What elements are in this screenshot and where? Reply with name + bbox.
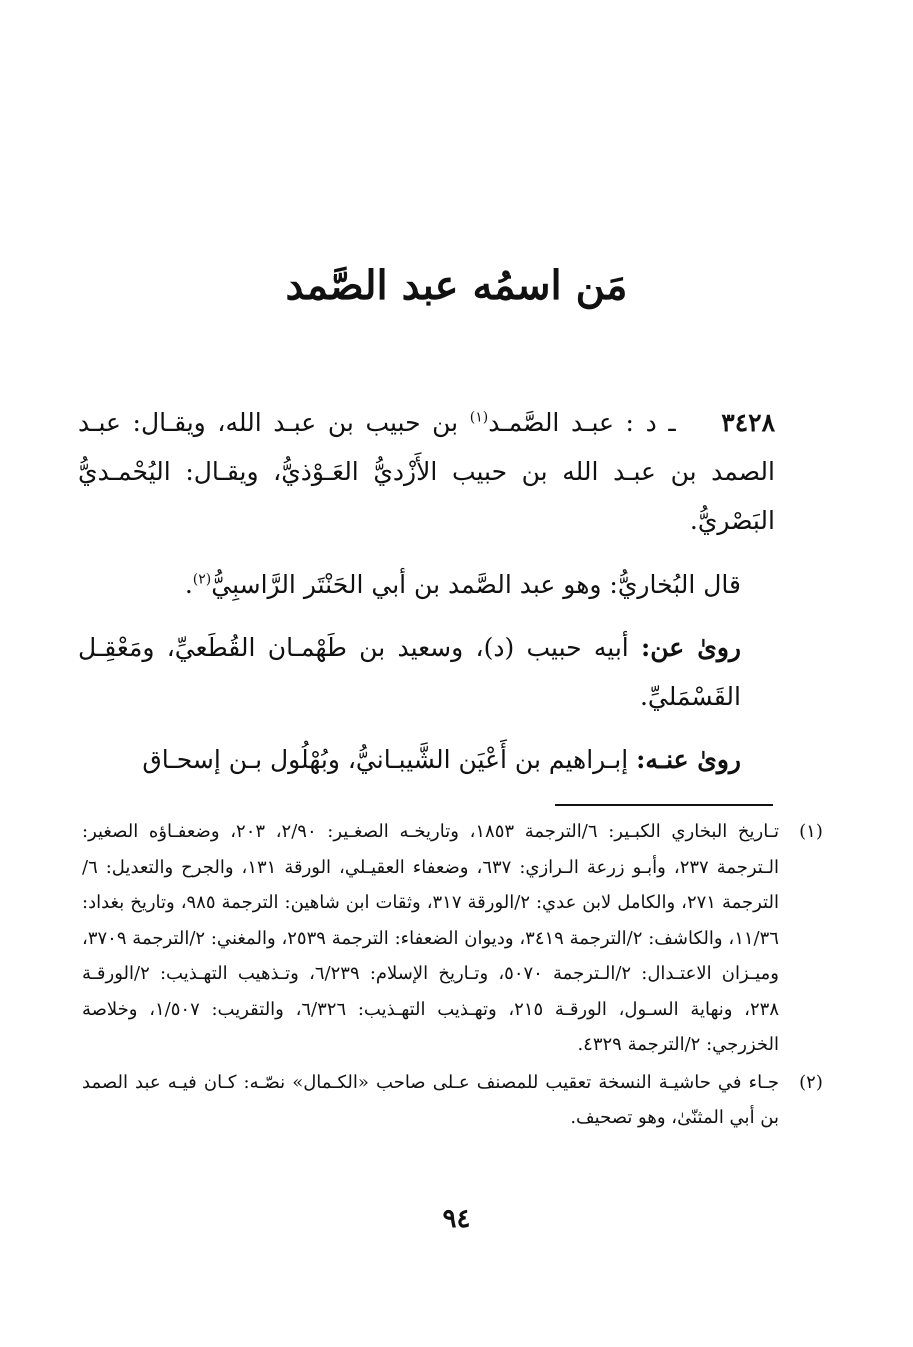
footnote-ref-1[interactable]: (١) [469, 409, 489, 426]
page-number: ٩٤ [442, 1204, 471, 1234]
entry-name-rest: بن حبيب بن عبـد الله، ويقـال: [132, 408, 459, 437]
footnote-2 [82, 1065, 823, 1136]
entry-alt-names: عبـد الصمد بن عبـد الله بن حبيب الأَزْديُّ العَـوْذيُّ، ويقـال: اليُحْمـديُّ البَصْريُّ. [78, 408, 775, 535]
footnote-1-mark: (١) [799, 821, 823, 842]
footnote-1-text: تـاريخ البخاري الكبـير: ٦/الترجمة ١٨٥٣، وتاريخـه الصغـير: ٢/٩٠، ٢٠٣، وضعفـاؤه الصغير: الـترجمة ٢٣٧، وأبـو زرعة الـرازي: ٦٣٧، وضعفاء العقيـلي، الورقة ١٣١، والجرح والتعديل: ٦/الترجمة ٢٧١، والكامل لابن عدي: ٢/الورقة ٣١٧، وثقات ابن شاهين: الترجمة ٩٨٥، وتاريخ بغداد: ١١/٣٦، والكاشف: ٢/الترجمة ٣٤١٩، وديوان الضعفاء: الترجمة ٢٥٣٩، والمغني: ٢/الترجمة ٣٧٠٩، وميـزان الاعتـدال: ٢/الـترجمة ٥٠٧٠، وتـاريخ الإسلام: ٦/٢٣٩، وتـذهيب التهـذيب: ٢/الورقـة ٢٣٨، ونهاية السـول، الورقـة ٢١٥، وتهـذيب التهـذيب: ٦/٣٢٦، والتقريب: ١/٥٠٧، وخلاصة الخزرجي: ٢/الترجمة ٤٣٢٩. [82, 821, 780, 1055]
entry-name-start: ـ د : عبـد الصَّمـد [488, 408, 676, 437]
narrated-by-paragraph [78, 735, 775, 784]
narrated-by-label: روىٰ عنـه: [636, 745, 741, 774]
narrated-by-text: إبـراهيم بن أَعْيَن الشَّيبـانيُّ، وبُهْلُول بـن إسحـاق [142, 745, 629, 774]
narrated-from-paragraph [78, 623, 775, 721]
entry-heading-paragraph [78, 398, 775, 545]
biography-entry [78, 398, 775, 798]
footnotes [82, 814, 823, 1138]
narrated-from-text: أبيه حبيب (د)، وسعيد بن طَهْمـان القُطَعيِّ، ومَعْقِـل القَسْمَليِّ. [78, 633, 741, 711]
section-title: مَن اسمُه عبد الصَّمد [285, 262, 628, 309]
bukhari-text: قال البُخاريُّ: وهو عبد الصَّمد بن أبي الحَنْتَر الرَّاسبِيُّ [211, 570, 741, 599]
footnote-ref-2[interactable]: (٢) [192, 571, 212, 588]
entry-number: ٣٤٢٨ [721, 408, 775, 437]
footnote-2-mark: (٢) [799, 1071, 823, 1093]
bukhari-end: . [184, 570, 193, 599]
footnote-2-text: جـاء في حاشيـة النسخة تعقيب للمصنف عـلى صاحب «الكـمال» نصّـه: كـان فيـه عبد الصمد بن أبي المثنّىٰ، وهو تصحيف. [82, 1071, 779, 1128]
footnote-divider [555, 804, 773, 806]
narrated-from-label: روىٰ عن: [641, 633, 741, 662]
footnote-1 [82, 814, 823, 1063]
bukhari-paragraph [78, 560, 775, 609]
